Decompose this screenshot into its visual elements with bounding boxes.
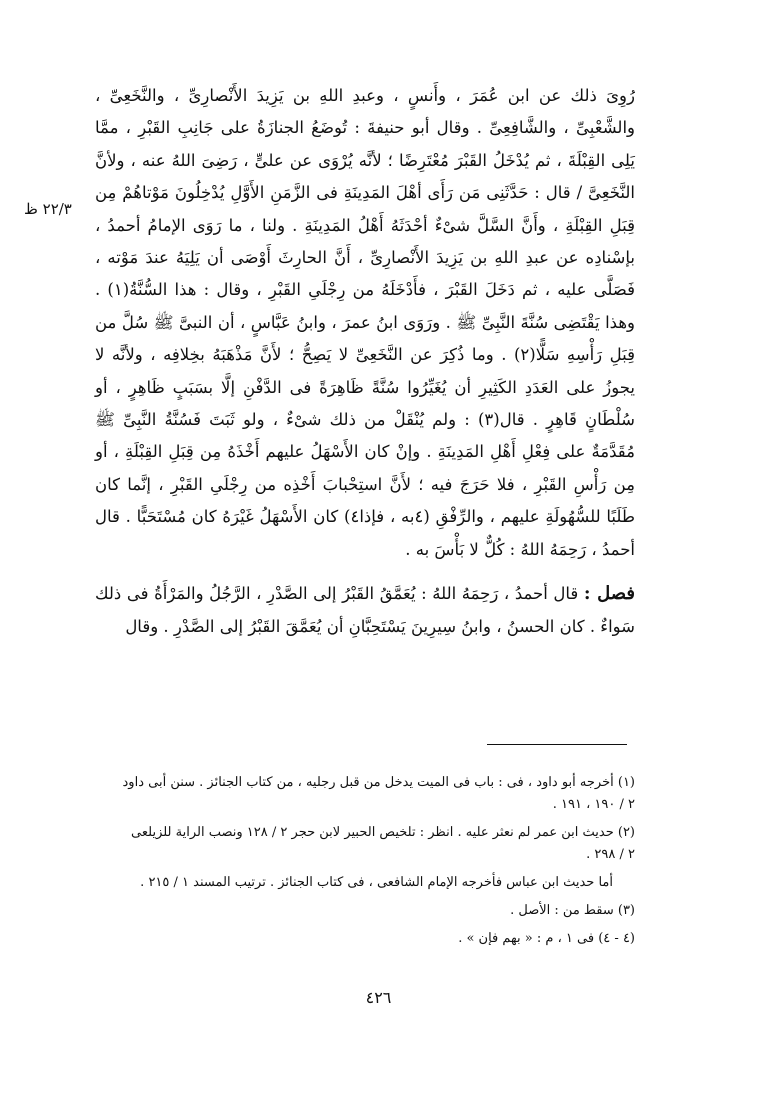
- footnote-text: (٢) حديث ابن عمر لم نعثر عليه . انظر : تلخيص الحبير لابن حجر ٢ / ١٢٨ ونصب الراية للزيلعى: [131, 825, 635, 840]
- section-paragraph: [95, 578, 635, 643]
- footnote-text: (٣) سقط من : الأصل .: [510, 903, 635, 918]
- section-heading: فصل :: [583, 583, 635, 605]
- margin-folio-reference: ٢٢/٣ ظ: [24, 200, 72, 218]
- footnote-text: أما حديث ابن عباس فأخرجه الإمام الشافعى ، فى كتاب الجنائز . ترتيب المسند ١ / ٢١٥ .: [140, 875, 613, 890]
- main-text-block: [95, 80, 635, 643]
- footnote-text: (٤ - ٤) فى ١ ، م : « بهم فإن » .: [458, 931, 635, 946]
- body-paragraph: رُوِىَ ذلك عن ابن عُمَرَ ، وأَنسٍ ، وعبدِ اللهِ بن يَزِيدَ الأَنْصارِىِّ ، والنَّخَعِىِّ ، والشَّعْبِىِّ ، والشَّافِعِىِّ . وقال أبو حنيفةَ : تُوضَعُ الجنازَةُ على جَانِبِ القَبْرِ ، ممَّا يَلِى القِبْلَةَ ، ثم يُدْخَلُ القَبْرَ مُعْتَرِضًا ؛ لأنَّه يُرْوَى عن علىٍّ ، رَضِىَ اللهُ عنه ، ولأنَّ النَّخَعِىَّ / قال : حَدَّثَنِى مَن رَأَى أهْلَ المَدِينَةِ فى الزَّمَنِ الأَوَّلِ يُدْخِلُونَ مَوْتاهُمْ مِن قِبَلِ القِبْلَةِ ، وأَنَّ السَّلَّ شىْءٌ أحْدَثَهُ أَهْلُ المَدِينَةِ . ولنا ، ما رَوَى الإمامُ أحمدُ ، بإسْنادِه عن عبدِ اللهِ بن يَزِيدَ الأَنْصارِىِّ ، أَنَّ الحارِثَ أَوْصَى أن يَلِيَهُ عندَ مَوْته ، فَصَلَّى عليه ، ثم دَخَلَ القَبْرَ ، فأَدْخَلَهُ من رِجْلَىِ القَبْرِ ، وقال : هذا السُّنَّةُ(١) . وهذا يَقْتَضِى سُنَّةَ النَّبِىِّ ﷺ . ورَوَى ابنُ عمرَ ، وابنُ عَبَّاسٍ ، أن النبىَّ ﷺ سُلَّ من قِبَلِ رَأْسِهِ سَلًّا(٢) . وما ذُكِرَ عن النَّخَعِىِّ لا يَصِحُّ ؛ لأَنَّ مَذْهَبَهُ بخِلافِه ، ولأنَّه لا يجوزُ على العَدَدِ الكَثِيرِ أن يُغَيِّرُوا سُنَّةً ظَاهِرَةً فى الدَّفْنِ إلَّا بسَبَبٍ ظَاهِرٍ ، أو سُلْطَانٍ قَاهِرٍ . قال(٣) : ولم يُنْقَلْ من ذلك شىْءٌ ، ولو ثَبَتَ فَسُنَّةُ النَّبِىِّ ﷺ مُقَدَّمَةٌ على فِعْلِ أَهْلِ المَدِينَةِ . وإنْ كان الأَسْهَلُ عليهم أَخْذَهُ مِن قِبَلِ القِبْلَةِ ، أو مِن رَأْسِ القَبْرِ ، فلا حَرَجَ فيه ؛ لأَنَّ استِحْبابَ أَخْذِه من رِجْلَىِ القَبْرِ ، إنَّما كان طَلَبًا للسُّهُولَةِ عليهم ، والرِّفْقِ (٤به ، فإذا٤) كان الأَسْهَلُ غَيْرَهُ كان مُسْتَحَبًّا . قال أحمدُ ، رَحِمَهُ اللهُ : كُلٌّ لا بَأْسَ به .: [95, 86, 636, 559]
- footnote: [95, 772, 635, 816]
- page-number: ٤٢٦: [365, 988, 392, 1007]
- footnote: [95, 928, 635, 950]
- footnote-continuation: ٢ / ١٩٠ ، ١٩١ .: [552, 797, 635, 812]
- footnote: [95, 822, 635, 866]
- footnote: [95, 900, 635, 922]
- footnotes-block: [95, 772, 635, 956]
- footnote: [95, 872, 635, 894]
- footnote-text: (١) أخرجه أبو داود ، فى : باب فى الميت يدخل من قبل رجليه ، من كتاب الجنائز . سنن أبى داود: [122, 775, 635, 790]
- footnote-continuation: ٢ / ٢٩٨ .: [586, 847, 635, 862]
- footnote-separator: [487, 744, 627, 745]
- section-text: قال أحمدُ ، رَحِمَهُ اللهُ : يُعَمَّقُ القَبْرُ إلى الصَّدْرِ ، الرَّجُلُ والمَرْأَةُ فى ذلك سَواءٌ . كان الحسنُ ، وابنُ سِيرِينَ يَسْتَحِبَّانِ أن يُعَمَّقَ القَبْرُ إلى الصَّدْرِ . وقال: [95, 584, 635, 636]
